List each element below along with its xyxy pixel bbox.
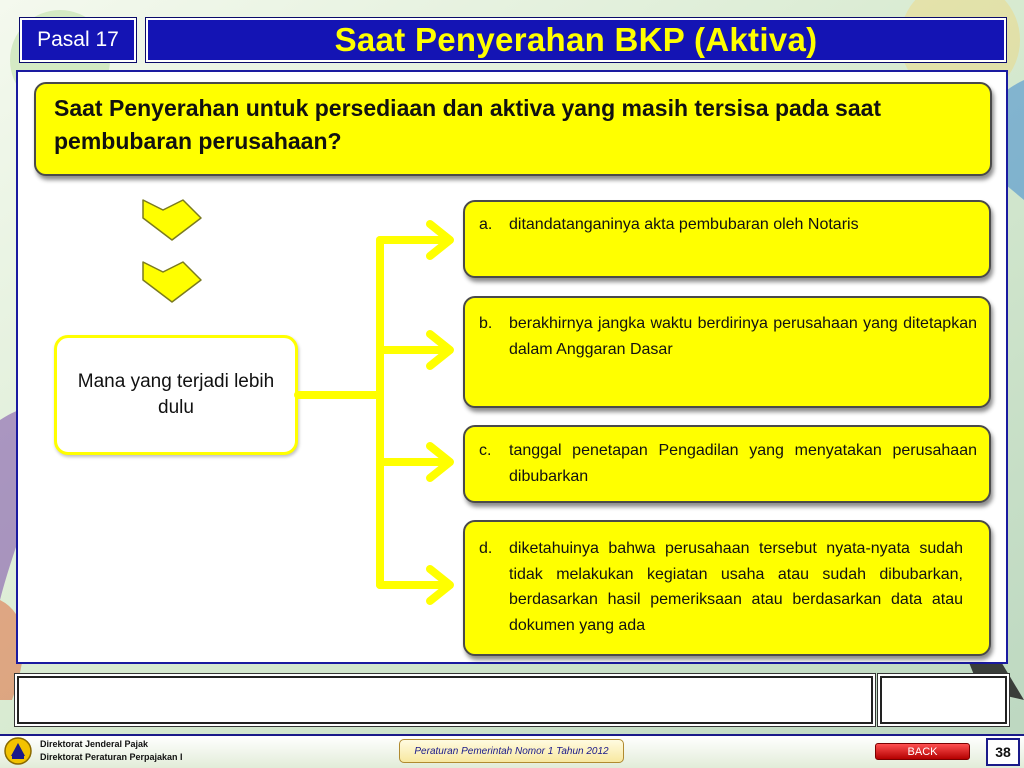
article-tag-label: Pasal 17 [37, 28, 119, 51]
decision-box [54, 335, 298, 455]
regulation-label [399, 739, 624, 763]
option-letter: b. [479, 315, 493, 332]
notes-box [17, 676, 873, 724]
option-text: tanggal penetapan Pengadilan yang menyatakan perusahaan dibubarkan [509, 442, 977, 485]
footer-org-line1: Direktorat Jenderal Pajak [40, 739, 149, 749]
notes-side-box [880, 676, 1007, 724]
option-letter: a. [479, 216, 493, 233]
option-text: ditandatanganinya akta pembubaran oleh Notaris [509, 216, 859, 233]
decision-text: Mana yang terjadi lebih dulu [77, 371, 275, 418]
page-title: Saat Penyerahan BKP (Aktiva) [334, 21, 818, 58]
footer-org-line2: Direktorat Peraturan Perpajakan I [40, 752, 183, 762]
question-text: Saat Penyerahan untuk persediaan dan aktiva yang masih tersisa pada saat pembubaran perusahaan? [54, 95, 882, 155]
regulation-text: Peraturan Pemerintah Nomor 1 Tahun 2012 [414, 745, 609, 757]
option-b-box [463, 296, 991, 408]
ministry-logo-icon [3, 736, 33, 766]
option-letter: d. [479, 540, 493, 557]
page-number-text: 38 [995, 744, 1011, 760]
question-box [34, 82, 992, 176]
page-number [986, 738, 1020, 766]
option-d-box [463, 520, 991, 656]
article-tag [20, 18, 136, 62]
option-letter: c. [479, 442, 492, 459]
option-text: diketahuinya bahwa perusahaan tersebut nyata-nyata sudah tidak melakukan kegiatan usaha atau sudah dibubarkan, berdasarkan hasil pemeriksaan atau berdasarkan data atau dokumen yang ada [509, 540, 963, 634]
option-a-box [463, 200, 991, 278]
title-bar [146, 18, 1006, 62]
option-c-box [463, 425, 991, 503]
back-button-label: BACK [907, 745, 938, 758]
back-button[interactable] [875, 743, 970, 760]
option-text: berakhirnya jangka waktu berdirinya perusahaan yang ditetapkan dalam Anggaran Dasar [509, 315, 977, 358]
